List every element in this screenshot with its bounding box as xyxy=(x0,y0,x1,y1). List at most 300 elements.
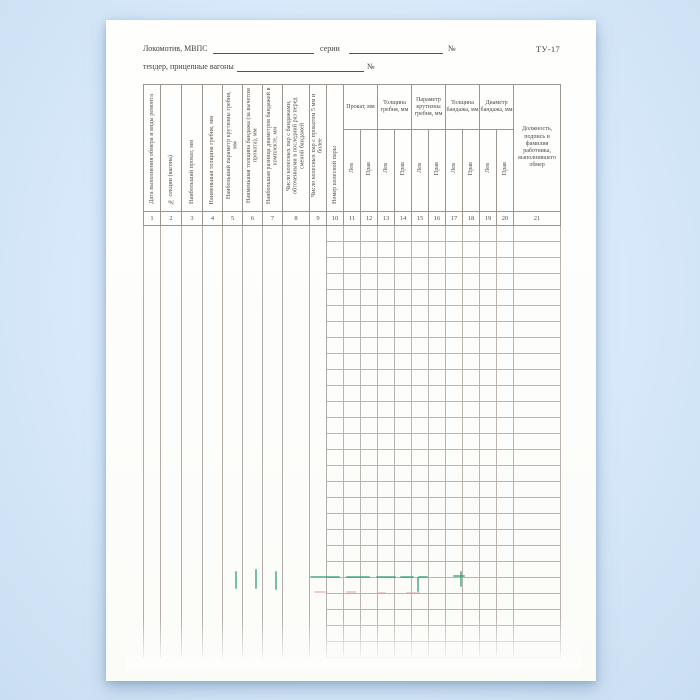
empty-cell xyxy=(463,418,480,434)
bleed-dash xyxy=(400,576,414,578)
empty-cell xyxy=(378,370,395,386)
empty-cell xyxy=(327,226,344,242)
empty-cell xyxy=(395,274,412,290)
empty-cell xyxy=(497,370,514,386)
empty-cell xyxy=(497,290,514,306)
empty-cell xyxy=(412,482,429,498)
rotated-side-label: Прав xyxy=(399,161,406,175)
empty-cell xyxy=(395,322,412,338)
empty-cell xyxy=(327,402,344,418)
empty-cell xyxy=(497,402,514,418)
empty-cell xyxy=(514,226,561,242)
rotated-column-label: Наибольший параметр крутизны гребня, мм xyxy=(225,91,239,200)
empty-cell xyxy=(378,418,395,434)
empty-cell xyxy=(429,258,446,274)
empty-cell xyxy=(344,274,361,290)
column-number: 10 xyxy=(327,212,344,226)
empty-cell xyxy=(412,242,429,258)
bleed-dash xyxy=(310,576,340,578)
empty-cell xyxy=(446,306,463,322)
empty-cell xyxy=(344,546,361,562)
empty-cell xyxy=(463,338,480,354)
empty-cell xyxy=(497,386,514,402)
empty-cell xyxy=(463,258,480,274)
bleed-dash xyxy=(418,576,428,578)
paper-sheet xyxy=(106,20,596,681)
bleed-dot xyxy=(346,591,356,593)
empty-cell xyxy=(480,530,497,546)
empty-cell xyxy=(395,610,412,626)
empty-cell xyxy=(429,626,446,642)
form-code: ТУ-17 xyxy=(535,44,560,54)
empty-cell xyxy=(497,274,514,290)
column-number: 17 xyxy=(446,212,463,226)
empty-cell xyxy=(327,258,344,274)
empty-cell xyxy=(446,626,463,642)
empty-cell xyxy=(395,450,412,466)
empty-cell xyxy=(412,386,429,402)
empty-cell xyxy=(412,594,429,610)
empty-cell xyxy=(497,642,514,658)
empty-cell xyxy=(463,274,480,290)
empty-cell xyxy=(412,530,429,546)
column-number: 7 xyxy=(263,212,283,226)
empty-cell xyxy=(327,642,344,658)
empty-cell xyxy=(344,434,361,450)
empty-column xyxy=(203,226,223,658)
empty-cell xyxy=(395,530,412,546)
empty-cell xyxy=(429,226,446,242)
series-label: серии xyxy=(320,44,340,53)
empty-cell xyxy=(480,290,497,306)
empty-cell xyxy=(378,322,395,338)
empty-cell xyxy=(480,562,497,578)
empty-cell xyxy=(463,578,480,594)
empty-cell xyxy=(327,530,344,546)
empty-cell xyxy=(378,306,395,322)
empty-cell xyxy=(412,498,429,514)
empty-cell xyxy=(463,322,480,338)
empty-cell xyxy=(412,466,429,482)
empty-cell xyxy=(412,370,429,386)
column-number: 20 xyxy=(497,212,514,226)
subcolumn-header xyxy=(344,130,361,212)
empty-cell xyxy=(497,258,514,274)
empty-cell xyxy=(480,434,497,450)
empty-column xyxy=(161,226,182,658)
empty-cell xyxy=(514,242,561,258)
subcolumn-header xyxy=(429,130,446,212)
empty-cell xyxy=(480,402,497,418)
empty-cell xyxy=(497,562,514,578)
empty-cell xyxy=(480,546,497,562)
empty-cell xyxy=(480,354,497,370)
rotated-column-label: Дата выполнения обмера и виды ремонта xyxy=(148,94,155,204)
rotated-side-label: Прав xyxy=(365,161,372,175)
column-number: 18 xyxy=(463,212,480,226)
empty-cell xyxy=(480,322,497,338)
empty-cell xyxy=(412,418,429,434)
empty-cell xyxy=(395,370,412,386)
empty-cell xyxy=(429,578,446,594)
empty-cell xyxy=(361,418,378,434)
empty-cell xyxy=(429,418,446,434)
column-3-header xyxy=(182,85,203,212)
empty-cell xyxy=(446,354,463,370)
empty-cell xyxy=(480,306,497,322)
empty-cell xyxy=(429,450,446,466)
empty-cell xyxy=(361,258,378,274)
rotated-column-label: Наибольшая разница диаметров бандажей в комплекте, мм xyxy=(265,87,279,204)
empty-cell xyxy=(344,594,361,610)
empty-cell xyxy=(412,338,429,354)
bleed-dash xyxy=(376,576,396,578)
empty-cell xyxy=(429,290,446,306)
empty-cell xyxy=(463,370,480,386)
empty-cell xyxy=(514,258,561,274)
empty-cell xyxy=(480,418,497,434)
number-sign-1: № xyxy=(448,44,456,53)
empty-column xyxy=(144,226,161,658)
empty-cell xyxy=(412,642,429,658)
empty-cell xyxy=(429,306,446,322)
empty-cell xyxy=(361,546,378,562)
empty-cell xyxy=(344,338,361,354)
empty-cell xyxy=(395,498,412,514)
bleed-dash xyxy=(346,576,370,578)
subcolumn-header xyxy=(497,130,514,212)
subcolumn-header xyxy=(361,130,378,212)
empty-cell xyxy=(480,450,497,466)
empty-cell xyxy=(344,418,361,434)
subcolumn-header xyxy=(378,130,395,212)
column-5-header xyxy=(223,85,243,212)
empty-cell xyxy=(344,482,361,498)
empty-cell xyxy=(361,594,378,610)
empty-column xyxy=(310,226,327,658)
empty-cell xyxy=(514,562,561,578)
empty-cell xyxy=(497,466,514,482)
empty-cell xyxy=(463,642,480,658)
empty-cell xyxy=(344,226,361,242)
form-table xyxy=(143,84,561,658)
empty-cell xyxy=(412,434,429,450)
empty-cell xyxy=(514,434,561,450)
empty-cell xyxy=(412,322,429,338)
empty-cell xyxy=(480,338,497,354)
empty-cell xyxy=(344,498,361,514)
empty-cell xyxy=(497,594,514,610)
empty-cell xyxy=(429,610,446,626)
empty-cell xyxy=(514,370,561,386)
empty-cell xyxy=(497,546,514,562)
empty-cell xyxy=(361,290,378,306)
empty-cell xyxy=(412,610,429,626)
empty-cell xyxy=(463,514,480,530)
empty-cell xyxy=(497,418,514,434)
column-21-header: Должность, подпись и фамилия работника, выполнившего обмер xyxy=(514,85,561,212)
empty-cell xyxy=(344,306,361,322)
empty-cell xyxy=(497,338,514,354)
empty-cell xyxy=(429,482,446,498)
column-number: 21 xyxy=(514,212,561,226)
empty-cell xyxy=(463,386,480,402)
empty-cell xyxy=(344,642,361,658)
empty-cell xyxy=(361,578,378,594)
table-header xyxy=(144,85,561,226)
empty-cell xyxy=(395,434,412,450)
empty-cell xyxy=(378,642,395,658)
empty-cell xyxy=(463,434,480,450)
empty-cell xyxy=(514,530,561,546)
empty-cell xyxy=(395,418,412,434)
empty-cell xyxy=(463,306,480,322)
empty-cell xyxy=(514,546,561,562)
rotated-side-label: Лев xyxy=(450,163,457,174)
empty-cell xyxy=(514,498,561,514)
empty-cell xyxy=(446,466,463,482)
empty-cell xyxy=(429,242,446,258)
empty-cell xyxy=(480,482,497,498)
bleed-tick xyxy=(460,571,462,587)
empty-cell xyxy=(327,322,344,338)
empty-cell xyxy=(480,258,497,274)
empty-cell xyxy=(378,626,395,642)
empty-column xyxy=(223,226,243,658)
group-header-1: Прокат, мм xyxy=(344,85,378,130)
empty-cell xyxy=(514,306,561,322)
bleed-dot xyxy=(314,591,326,593)
empty-cell xyxy=(446,386,463,402)
empty-cell xyxy=(514,386,561,402)
empty-column xyxy=(182,226,203,658)
empty-cell xyxy=(463,562,480,578)
empty-cell xyxy=(446,482,463,498)
empty-cell xyxy=(514,626,561,642)
empty-cell xyxy=(463,402,480,418)
empty-cell xyxy=(446,546,463,562)
empty-cell xyxy=(446,274,463,290)
empty-cell xyxy=(514,594,561,610)
subcolumn-header xyxy=(480,130,497,212)
empty-cell xyxy=(395,402,412,418)
empty-cell xyxy=(480,498,497,514)
empty-cell xyxy=(412,514,429,530)
empty-cell xyxy=(412,226,429,242)
empty-cell xyxy=(480,242,497,258)
empty-cell xyxy=(429,514,446,530)
blank-line-tender xyxy=(237,62,364,72)
empty-cell xyxy=(361,642,378,658)
empty-cell xyxy=(514,514,561,530)
empty-cell xyxy=(344,386,361,402)
empty-cell xyxy=(446,594,463,610)
empty-cell xyxy=(463,242,480,258)
empty-cell xyxy=(327,434,344,450)
empty-cell xyxy=(514,450,561,466)
empty-cell xyxy=(463,626,480,642)
empty-cell xyxy=(463,530,480,546)
empty-cell xyxy=(378,546,395,562)
empty-cell xyxy=(514,482,561,498)
empty-cell xyxy=(395,306,412,322)
empty-cell xyxy=(378,610,395,626)
empty-cell xyxy=(429,498,446,514)
empty-cell xyxy=(361,306,378,322)
empty-cell xyxy=(429,386,446,402)
column-number: 14 xyxy=(395,212,412,226)
empty-cell xyxy=(497,578,514,594)
empty-cell xyxy=(514,610,561,626)
empty-cell xyxy=(446,530,463,546)
column-number: 16 xyxy=(429,212,446,226)
empty-cell xyxy=(446,642,463,658)
empty-cell xyxy=(446,242,463,258)
empty-cell xyxy=(463,498,480,514)
empty-cell xyxy=(395,242,412,258)
bleed-tick xyxy=(275,571,277,590)
empty-cell xyxy=(497,482,514,498)
empty-cell xyxy=(514,274,561,290)
empty-cell xyxy=(344,258,361,274)
empty-cell xyxy=(497,434,514,450)
empty-cell xyxy=(361,450,378,466)
column-number: 8 xyxy=(283,212,310,226)
empty-cell xyxy=(480,610,497,626)
rotated-column-label: Номер колесной пары xyxy=(331,146,338,204)
empty-cell xyxy=(497,530,514,546)
empty-cell xyxy=(446,370,463,386)
empty-cell xyxy=(361,226,378,242)
empty-cell xyxy=(429,466,446,482)
group-header-3: Параметр крутизны гребня, мм xyxy=(412,85,446,130)
empty-cell xyxy=(480,370,497,386)
form-title-locomotive: Локомотив, МВПС xyxy=(143,44,208,53)
rotated-column-label: № секции (вагона) xyxy=(167,154,174,204)
empty-cell xyxy=(463,354,480,370)
empty-cell xyxy=(514,338,561,354)
empty-cell xyxy=(463,450,480,466)
empty-cell xyxy=(327,274,344,290)
empty-cell xyxy=(378,402,395,418)
column-number: 4 xyxy=(203,212,223,226)
blank-line-locomotive xyxy=(213,44,314,54)
empty-cell xyxy=(361,514,378,530)
bleed-tick xyxy=(417,577,419,592)
empty-cell xyxy=(395,258,412,274)
empty-cell xyxy=(361,610,378,626)
empty-cell xyxy=(480,642,497,658)
empty-cell xyxy=(446,418,463,434)
empty-cell xyxy=(446,610,463,626)
empty-cell xyxy=(497,514,514,530)
column-6-header xyxy=(243,85,263,212)
empty-cell xyxy=(327,578,344,594)
empty-cell xyxy=(463,290,480,306)
empty-cell xyxy=(361,498,378,514)
empty-cell xyxy=(497,242,514,258)
rotated-side-label: Лев xyxy=(382,163,389,174)
column-number: 11 xyxy=(344,212,361,226)
empty-cell xyxy=(497,626,514,642)
empty-cell xyxy=(327,610,344,626)
empty-cell xyxy=(412,274,429,290)
empty-cell xyxy=(361,322,378,338)
empty-cell xyxy=(497,354,514,370)
empty-cell xyxy=(463,546,480,562)
bleed-dot xyxy=(406,592,420,594)
empty-cell xyxy=(344,466,361,482)
empty-cell xyxy=(429,274,446,290)
empty-cell xyxy=(344,530,361,546)
empty-cell xyxy=(480,226,497,242)
rotated-side-label: Прав xyxy=(433,161,440,175)
empty-cell xyxy=(344,242,361,258)
empty-cell xyxy=(429,530,446,546)
empty-cell xyxy=(344,610,361,626)
empty-cell xyxy=(412,450,429,466)
group-header-2: Толщина гребня, мм xyxy=(378,85,412,130)
empty-cell xyxy=(514,578,561,594)
empty-cell xyxy=(480,514,497,530)
empty-cell xyxy=(361,402,378,418)
empty-cell xyxy=(480,594,497,610)
empty-cell xyxy=(327,450,344,466)
rotated-column-label: Наименьшая толщина гребня, мм xyxy=(209,115,216,204)
column-number: 13 xyxy=(378,212,395,226)
empty-cell xyxy=(344,354,361,370)
rotated-side-label: Прав xyxy=(501,161,508,175)
number-sign-2: № xyxy=(367,62,375,71)
rotated-column-label: Число колесных пар с бандажами, обточенными в последний раз перед сменой бандажей xyxy=(285,97,306,194)
empty-cell xyxy=(378,450,395,466)
empty-cell xyxy=(395,546,412,562)
bleed-dot xyxy=(378,592,386,594)
empty-cell xyxy=(344,450,361,466)
empty-cell xyxy=(446,338,463,354)
empty-cell xyxy=(327,546,344,562)
empty-cell xyxy=(395,290,412,306)
empty-cell xyxy=(446,402,463,418)
empty-cell xyxy=(514,290,561,306)
empty-cell xyxy=(446,258,463,274)
empty-cell xyxy=(378,498,395,514)
empty-cell xyxy=(480,274,497,290)
empty-cell xyxy=(378,258,395,274)
empty-cell xyxy=(497,322,514,338)
empty-cell xyxy=(480,386,497,402)
empty-cell xyxy=(429,322,446,338)
bleed-tick xyxy=(255,569,257,589)
column-number: 3 xyxy=(182,212,203,226)
empty-cell xyxy=(429,546,446,562)
empty-cell xyxy=(446,290,463,306)
empty-cell xyxy=(412,546,429,562)
empty-cell xyxy=(378,482,395,498)
empty-cell xyxy=(378,514,395,530)
empty-cell xyxy=(395,338,412,354)
empty-cell xyxy=(378,274,395,290)
empty-cell xyxy=(446,226,463,242)
empty-cell xyxy=(361,434,378,450)
empty-cell xyxy=(412,258,429,274)
empty-cell xyxy=(446,514,463,530)
empty-cell xyxy=(378,242,395,258)
column-number: 2 xyxy=(161,212,182,226)
empty-cell xyxy=(361,466,378,482)
empty-cell xyxy=(480,626,497,642)
rotated-side-label: Лев xyxy=(348,163,355,174)
